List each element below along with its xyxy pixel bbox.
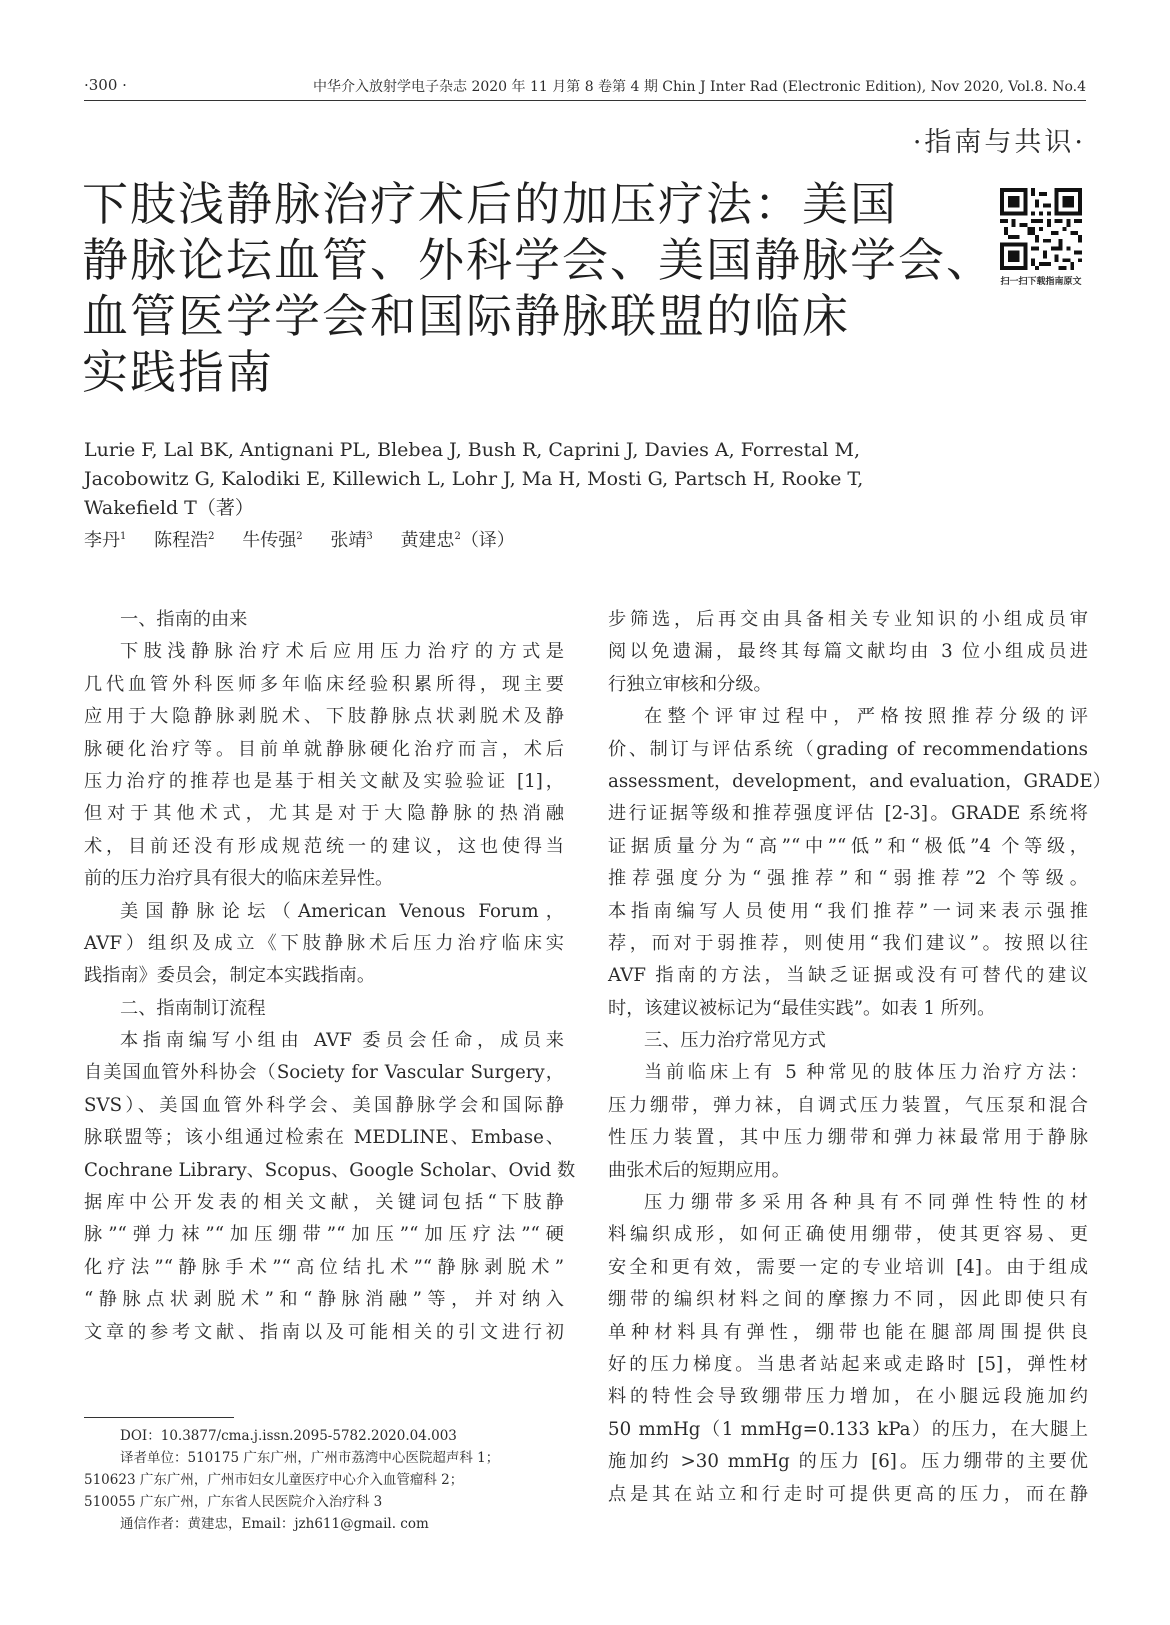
body-line: 术，目前还没有形成规范统一的建议，这也使得当 [84, 835, 564, 857]
article-title [82, 176, 994, 400]
body-line: 料的特性会导致绷带压力增加，在小腿远段施加约 [608, 1386, 1088, 1408]
body-line: 当前临床上有 5 种常见的肢体压力治疗方法： [644, 1062, 1088, 1084]
footnote-divider [84, 1417, 234, 1418]
correspondence-line: 通信作者：黄建忠，Email：jzh611@gmail. com [120, 1516, 429, 1532]
body-line: 进行证据等级和推荐强度评估 [2-3]。GRADE 系统将 [608, 803, 1088, 825]
body-line: 行独立审核和分级。 [608, 673, 772, 695]
body-line: 在整个评审过程中，严格按照推荐分级的评 [644, 706, 1088, 728]
body-line: 据库中公开发表的相关文献，关键词包括“下肢静 [84, 1192, 564, 1214]
affiliation-mark: 2 [454, 531, 461, 542]
body-line: 步筛选，后再交由具备相关专业知识的小组成员审 [608, 609, 1088, 630]
body-line: 时，该建议被标记为“最佳实践”。如表 1 所列。 [608, 997, 996, 1019]
translator-name: 陈程浩 [154, 530, 209, 551]
translator-name: 李丹 [84, 530, 120, 551]
body-line: 本指南编写人员使用“我们推荐”一词来表示强推 [608, 900, 1088, 922]
section-heading: 二、指南制订流程 [120, 997, 266, 1019]
affiliation-mark: 2 [208, 531, 215, 542]
section-label: ·指南与共识· [912, 127, 1086, 158]
section-heading: 一、指南的由来 [120, 609, 248, 630]
body-line: 点是其在站立和行走时可提供更高的压力，而在静 [608, 1483, 1088, 1505]
title-line: 实践指南 [82, 345, 274, 399]
body-line: 料编织成形，如何正确使用绷带，使其更容易、更 [608, 1224, 1088, 1246]
body-line: 压力绷带，弹力袜，自调式压力装置，气压泵和混合 [608, 1094, 1088, 1116]
author-line: Lurie F, Lal BK, Antignani PL, Blebea J, Bush R, Caprini J, Davies A, Forrestal M, [84, 439, 861, 461]
title-line: 血管医学学会和国际静脉联盟的临床 [82, 289, 850, 343]
body-line: 50 mmHg（1 mmHg=0.133 kPa）的压力，在大腿上 [608, 1418, 1088, 1440]
body-line: 安全和更有效，需要一定的专业培训 [4]。由于组成 [608, 1256, 1088, 1278]
translator-list [84, 526, 515, 552]
left-column [84, 604, 576, 1349]
translator-role: （译） [460, 530, 515, 551]
body-line: 但对于其他术式，尤其是对于大隐静脉的热消融 [84, 803, 564, 825]
body-line: 脉硬化治疗等。目前单就静脉硬化治疗而言，术后 [84, 738, 564, 760]
body-line: 本指南编写小组由 AVF 委员会任命，成员来 [120, 1030, 564, 1052]
body-line: 自美国血管外科协会（Society for Vascular Surgery， [84, 1062, 564, 1084]
body-line: AVF 指南的方法，当缺乏证据或没有可替代的建议 [608, 965, 1088, 987]
author-line: Wakefield T（著） [84, 497, 254, 519]
body-line: 脉”“弹力袜”“加压绷带”“加压”“加压疗法”“硬 [84, 1224, 564, 1246]
affiliation-mark: 1 [120, 531, 127, 542]
translator-name: 牛传强 [242, 530, 297, 551]
body-line: 践指南》委员会，制定本实践指南。 [84, 965, 376, 987]
body-line: 脉联盟等；该小组通过检索在 MEDLINE、Embase、 [84, 1127, 564, 1149]
translator [84, 530, 126, 551]
body-line: 性压力装置，其中压力绷带和弹力袜最常用于静脉 [608, 1127, 1088, 1149]
body-line: 文章的参考文献、指南以及可能相关的引文进行初 [84, 1321, 564, 1343]
running-header [84, 74, 1086, 101]
right-column [608, 604, 1111, 1511]
title-line: 下肢浅静脉治疗术后的加压疗法：美国 [82, 177, 898, 231]
affiliation-line: 译者单位：510175 广东广州，广州市荔湾中心医院超声科 1； [120, 1450, 500, 1466]
body-line: 荐，而对于弱推荐，则使用“我们建议”。按照以往 [608, 932, 1088, 954]
body-line: 应用于大隐静脉剥脱术、下肢静脉点状剥脱术及静 [84, 706, 564, 728]
translator [330, 530, 372, 551]
body-line: 下肢浅静脉治疗术后应用压力治疗的方式是 [120, 641, 564, 663]
body-line: 推荐强度分为“强推荐”和“弱推荐”2 个等级。 [608, 868, 1088, 890]
doi-line: DOI：10.3877/cma.j.issn.2095-5782.2020.04.003 [120, 1428, 457, 1444]
qr-caption: 扫一扫下载指南原文 [1000, 277, 1082, 287]
page-number: ·300 · [84, 76, 127, 94]
qr-code-icon[interactable] [1000, 188, 1082, 270]
body-line: 绷带的编织材料之间的摩擦力不同，因此即使只有 [608, 1289, 1088, 1311]
body-line: AVF）组织及成立《下肢静脉术后压力治疗临床实 [84, 932, 564, 954]
body-line: 前的压力治疗具有很大的临床差异性。 [84, 868, 394, 890]
title-line: 静脉论坛血管、外科学会、美国静脉学会、 [82, 233, 994, 287]
body-line: 单种材料具有弹性，绷带也能在腿部周围提供良 [608, 1321, 1088, 1343]
body-line: Cochrane Library、Scopus、Google Scholar、Ovid 数 [84, 1159, 576, 1181]
body-line: 美国静脉论坛（American Venous Forum， [120, 900, 564, 922]
translator [400, 530, 514, 551]
author-list [84, 436, 874, 523]
body-line: 价、制订与评估系统（grading of recommendations [608, 738, 1088, 760]
body-line: 压力治疗的推荐也是基于相关文献及实验验证 [1]， [84, 770, 564, 792]
body-line: 好的压力梯度。当患者站起来或走路时 [5]，弹性材 [608, 1353, 1088, 1375]
translator [242, 530, 302, 551]
body-line: assessment，development，and evaluation，GRADE） [608, 770, 1111, 792]
author-line: Jacobowitz G, Kalodiki E, Killewich L, Lohr J, Ma H, Mosti G, Partsch H, Rooke T, [84, 468, 864, 490]
affiliation-mark: 2 [296, 531, 303, 542]
body-line: 化疗法”“静脉手术”“高位结扎术”“静脉剥脱术” [84, 1256, 564, 1278]
body-line: SVS）、美国血管外科学会、美国静脉学会和国际静 [84, 1094, 564, 1116]
body-line: 几代血管外科医师多年临床经验积累所得，现主要 [84, 673, 564, 695]
body-line: 曲张术后的短期应用。 [608, 1159, 790, 1181]
footnotes [84, 1425, 564, 1535]
affiliation-line: 510055 广东广州，广东省人民医院介入治疗科 3 [84, 1494, 383, 1510]
affiliation-line: 510623 广东广州，广州市妇女儿童医疗中心介入血管瘤科 2； [84, 1472, 464, 1488]
body-line: 施加约 >30 mmHg 的压力 [6]。压力绷带的主要优 [608, 1451, 1088, 1473]
body-line: “静脉点状剥脱术”和“静脉消融”等，并对纳入 [84, 1289, 564, 1311]
body-line: 证据质量分为“高”“中”“低”和“极低”4 个等级， [608, 835, 1088, 857]
translator [154, 530, 214, 551]
body-line: 压力绷带多采用各种具有不同弹性特性的材 [644, 1192, 1088, 1214]
translator-name: 张靖 [330, 530, 367, 551]
affiliation-mark: 3 [366, 531, 373, 542]
translator-name: 黄建忠 [400, 530, 455, 551]
journal-citation: 中华介入放射学电子杂志 2020 年 11 月第 8 卷第 4 期 Chin J Inter Rad (Electronic Edition), Nov 2020, Vol.8. No.4 [313, 79, 1086, 95]
section-heading: 三、压力治疗常见方式 [644, 1030, 826, 1052]
body-line: 阅以免遗漏，最终其每篇文献均由 3 位小组成员进 [608, 641, 1088, 663]
